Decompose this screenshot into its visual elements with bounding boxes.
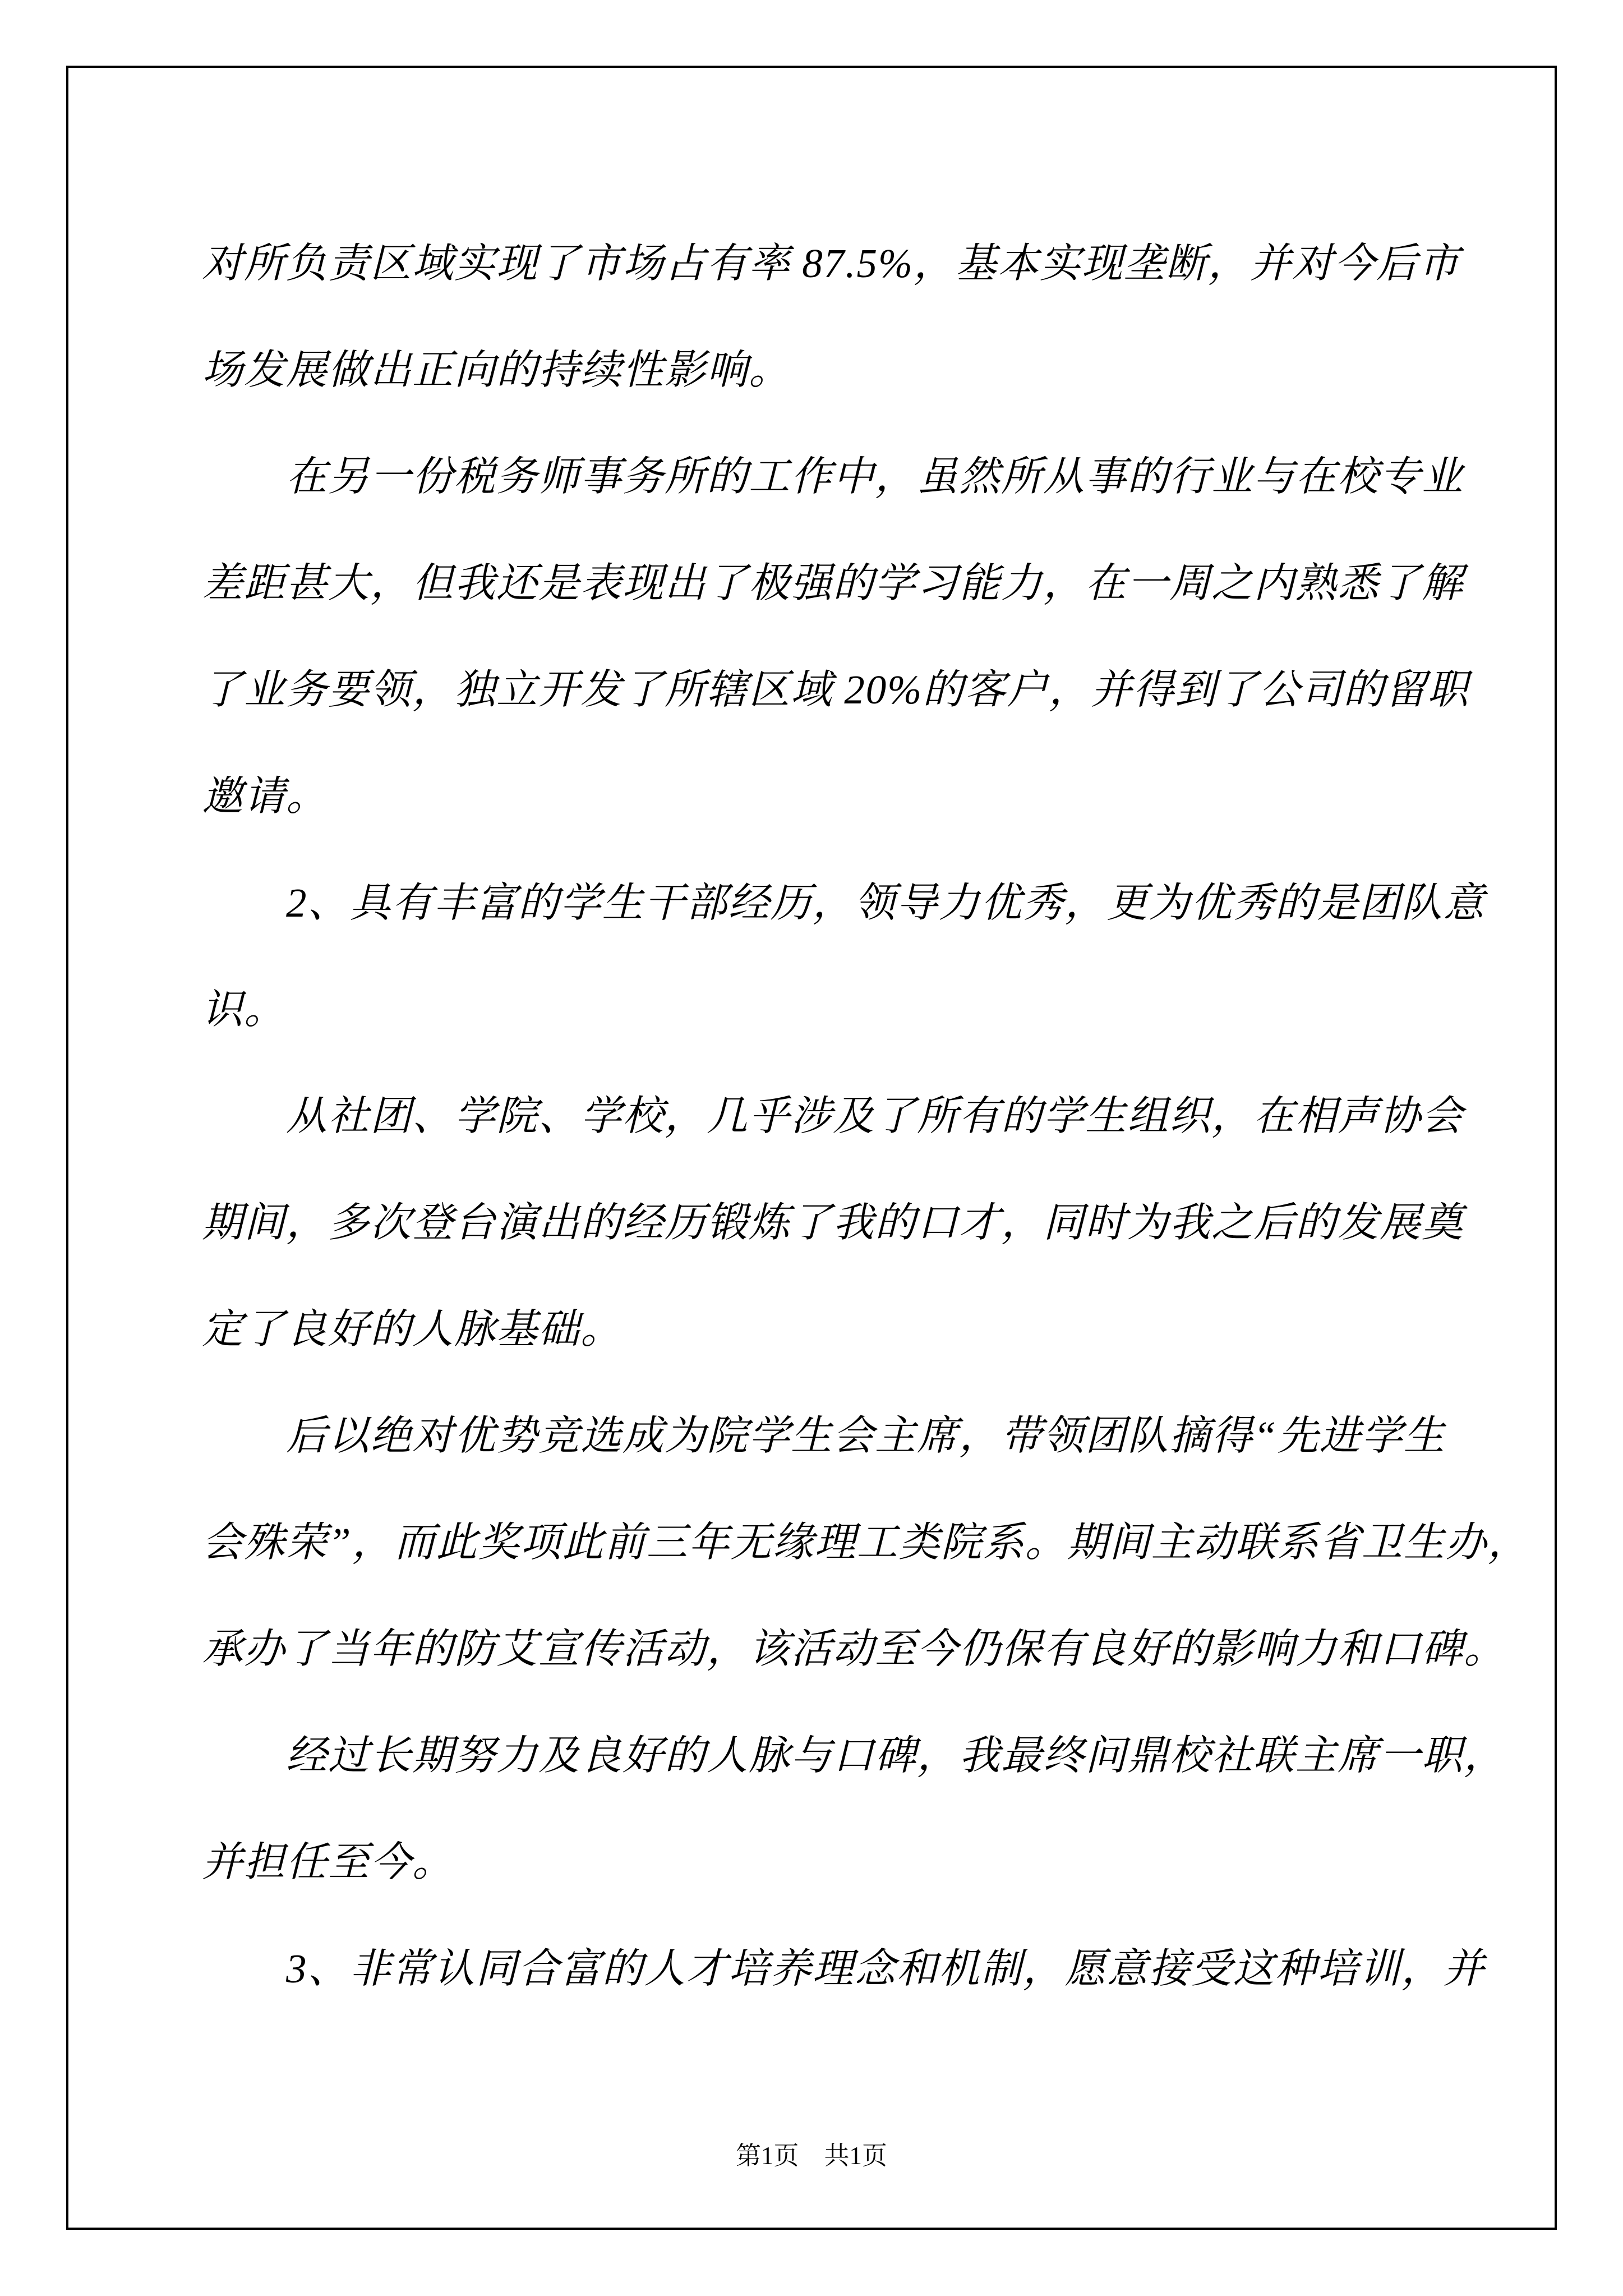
- text-line: 2、具有丰富的学生干部经历，领导力优秀，更为优秀的是团队意: [286, 880, 1486, 926]
- footer-page-number: 第1页: [735, 2142, 799, 2170]
- footer-total-pages: 共1页: [824, 2142, 888, 2170]
- text-line: 场发展做出正向的持续性影响。: [202, 347, 791, 393]
- text-line: 承办了当年的防艾宣传活动，该活动至今仍保有良好的影响力和口碑。: [202, 1626, 1506, 1672]
- text-line: 经过长期努力及良好的人脉与口碑，我最终问鼎校社联主席一职，: [286, 1733, 1506, 1778]
- text-line: 识。: [202, 987, 286, 1032]
- page-footer: [66, 2138, 1557, 2173]
- text-line: 差距甚大，但我还是表现出了极强的学习能力，在一周之内熟悉了解: [202, 560, 1464, 606]
- document-body: [202, 210, 1530, 2022]
- text-line: 并担任至今。: [202, 1839, 454, 1885]
- text-line: 后以绝对优势竞选成为院学生会主席，带领团队摘得“先进学生: [286, 1413, 1446, 1458]
- text-line: 定了良好的人脉基础。: [202, 1306, 623, 1352]
- text-line: 在另一份税务师事务所的工作中，虽然所从事的行业与在校专业: [286, 454, 1464, 499]
- text-line: 从社团、学院、学校，几乎涉及了所有的学生组织，在相声协会: [286, 1093, 1464, 1139]
- text-line: 对所负责区域实现了市场占有率 87.5%，基本实现垄断，并对今后市: [202, 241, 1460, 286]
- text-line: 会殊荣”，而此奖项此前三年无缘理工类院系。期间主动联系省卫生办，: [202, 1520, 1530, 1565]
- text-line: 期间，多次登台演出的经历锻炼了我的口才，同时为我之后的发展奠: [202, 1200, 1464, 1245]
- text-line: 3、非常认同合富的人才培养理念和机制，愿意接受这种培训，并: [286, 1946, 1486, 1991]
- text-line: 邀请。: [202, 774, 328, 819]
- text-line: 了业务要领，独立开发了所辖区域 20%的客户，并得到了公司的留职: [202, 667, 1470, 712]
